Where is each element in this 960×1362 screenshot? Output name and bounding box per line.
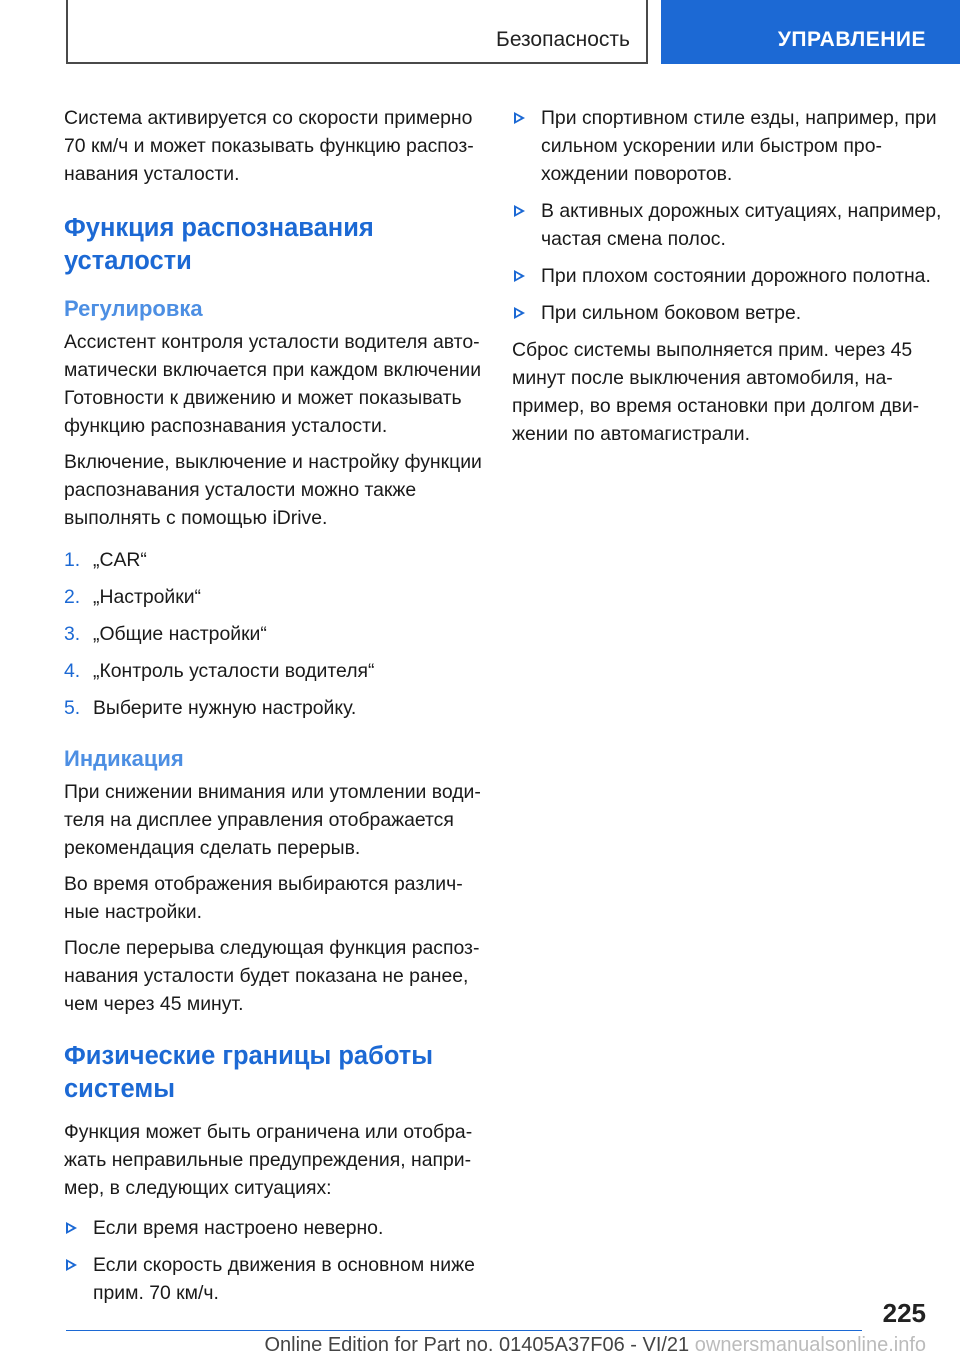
display-paragraph-1: При снижении внимания или утомлении водителя на дисплее управления отображается рекомендация сделать перерыв. (64, 781, 481, 859)
display-paragraph-2: Во время отображения выбираются различные настройки. (64, 873, 463, 923)
limit-text: При плохом состоянии дорожного полотна. (541, 265, 931, 287)
triangle-bullet-icon (66, 1222, 77, 1234)
limit-text: Если время настроено неверно. (93, 1217, 384, 1239)
heading-system-limits: Физические границы работы системы (64, 1042, 434, 1103)
edition-text: Online Edition for Part no. 01405A37F06 - VI/21 (264, 1334, 690, 1356)
limits-list-left (64, 1214, 484, 1307)
limits-list-right (512, 104, 942, 327)
limit-item (64, 1214, 484, 1242)
section-label: Безопасность (496, 28, 630, 51)
limit-text: При спортивном стиле езды, например, при сильном ускорении или быстром прохождении поворотов. (541, 107, 937, 185)
limit-text: В активных дорожных ситуациях, например, частая смена полос. (541, 200, 942, 250)
step-item (64, 620, 484, 648)
right-column (512, 104, 942, 456)
limit-item (512, 197, 942, 253)
triangle-bullet-icon (514, 307, 525, 319)
limit-item (64, 1251, 484, 1307)
adjust-paragraph-2: Включение, выключение и настройку функции распознавания усталости можно также выполнять с помощью iDrive. (64, 451, 482, 529)
adjust-paragraph-1: Ассистент контроля усталости водителя автоматически включается при каждом включении Готовности к движению и может показывать функцию распознавания усталости. (64, 331, 482, 437)
limit-text: Если скорость движения в основном ниже прим. 70 км/ч. (93, 1254, 475, 1304)
limits-paragraph: Функция может быть ограничена или отображать неправильные предупреждения, например, в следующих ситуациях: (64, 1121, 473, 1199)
watermark-text: ownersmanualsonline.info (694, 1334, 926, 1356)
step-text: „Контроль усталости водителя“ (93, 660, 375, 682)
triangle-bullet-icon (514, 270, 525, 282)
step-item (64, 657, 484, 685)
section-tab (66, 0, 648, 64)
step-text: „Настройки“ (93, 586, 201, 608)
limit-item (512, 104, 942, 188)
limit-text: При сильном боковом ветре. (541, 302, 802, 324)
reset-paragraph: Сброс системы выполняется прим. через 45 минут после выключения автомобиля, например, во время остановки при долгом движении по автомагистрали. (512, 339, 920, 445)
step-item (64, 583, 484, 611)
heading-fatigue-detection: Функция распознавания усталости (64, 214, 374, 275)
footer-divider (66, 1330, 862, 1331)
step-text: Выберите нужную настройку. (93, 697, 357, 719)
step-number: 4. (64, 660, 81, 682)
steps-list (64, 546, 484, 722)
intro-paragraph: Система активируется со скорости примерно 70 км/ч и может показывать функцию распознавания усталости. (64, 107, 474, 185)
subheading-display: Индикация (64, 746, 184, 771)
step-number: 3. (64, 623, 81, 645)
chapter-tab (661, 0, 960, 64)
footer-edition (264, 1334, 926, 1357)
step-number: 5. (64, 697, 81, 719)
subheading-adjustment: Регулировка (64, 296, 203, 321)
triangle-bullet-icon (514, 205, 525, 217)
triangle-bullet-icon (514, 112, 525, 124)
step-item (64, 546, 484, 574)
step-item (64, 694, 484, 722)
left-column (64, 104, 484, 1316)
step-text: „CAR“ (93, 549, 147, 571)
step-number: 1. (64, 549, 81, 571)
limit-item (512, 262, 942, 290)
step-text: „Общие настройки“ (93, 623, 267, 645)
page-number: 225 (882, 1298, 926, 1328)
limit-item (512, 299, 942, 327)
chapter-label: УПРАВЛЕНИЕ (777, 28, 926, 51)
step-number: 2. (64, 586, 81, 608)
triangle-bullet-icon (66, 1259, 77, 1271)
display-paragraph-3: После перерыва следующая функция распознавания усталости будет показана не ранее, чем через 45 минут. (64, 937, 480, 1015)
